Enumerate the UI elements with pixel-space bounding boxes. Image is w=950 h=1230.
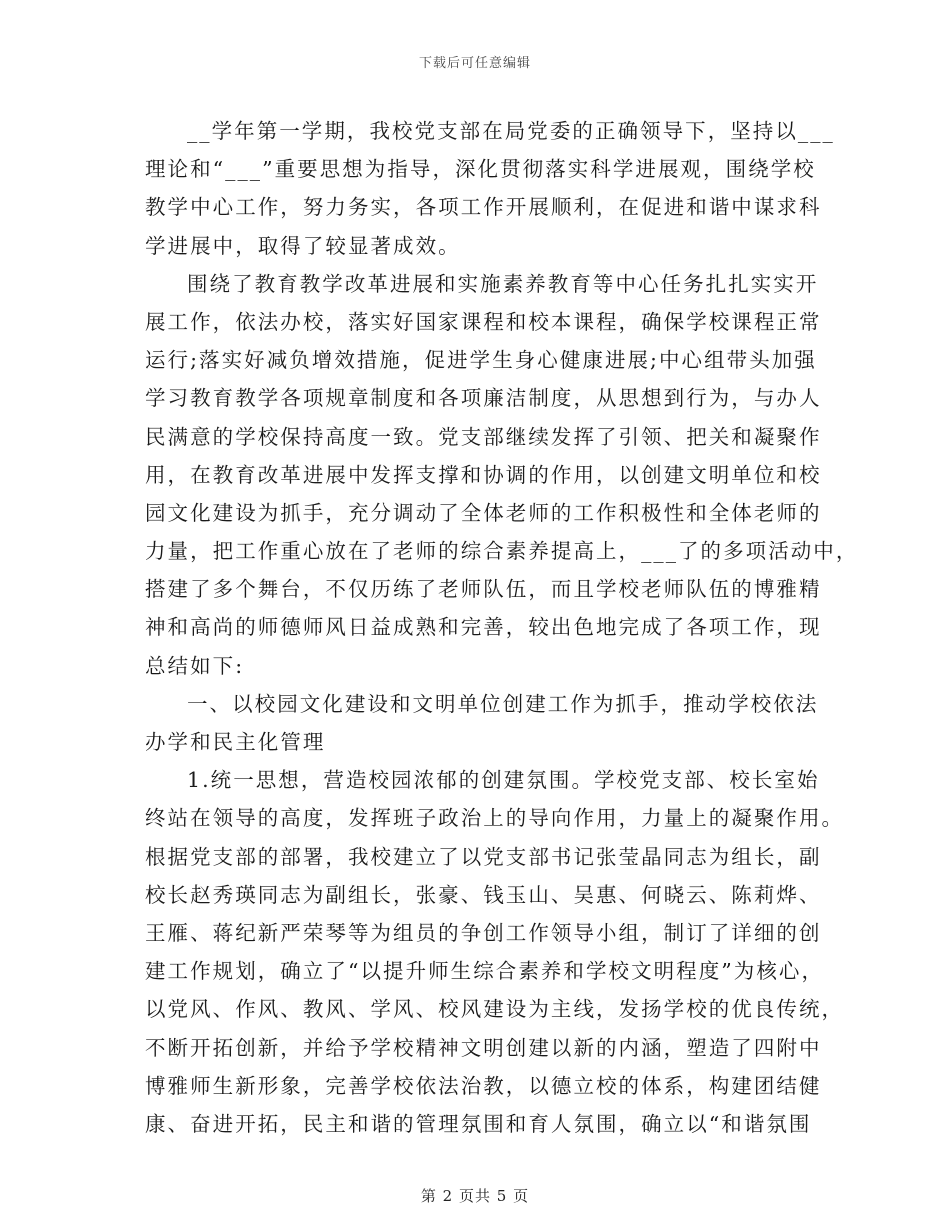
text-line: 学习教育教学各项规章制度和各项廉洁制度，从思想到行为，与办人: [145, 386, 822, 411]
text-line: 根据党支部的部署，我校建立了以党支部书记张莹晶同志为组长，副: [145, 844, 822, 869]
section-heading: 一、以校园文化建设和文明单位创建工作为抓手，推动学校依法: [187, 691, 819, 716]
text-line: 以党风、作风、教风、学风、校风建设为主线，发扬学校的优良传统，: [145, 997, 845, 1022]
text-line: 王雁、蒋纪新严荣琴等为组员的争创工作领导小组，制订了详细的创: [145, 920, 822, 945]
text-line: 搭建了多个舞台，不仅历练了老师队伍，而且学校老师队伍的博雅精: [145, 577, 822, 602]
text-line: 教学中心工作，努力务实，各项工作开展顺利，在促进和谐中谋求科: [145, 195, 822, 220]
text-line: 校长赵秀瑛同志为副组长，张豪、钱玉山、吴惠、何晓云、陈莉烨、: [145, 882, 822, 907]
text-line: 总结如下:: [145, 653, 245, 678]
text-line: 民满意的学校保持高度一致。党支部继续发挥了引领、把关和凝聚作: [145, 424, 822, 449]
text-line: 力量，把工作重心放在了老师的综合素养提高上，___了的多项活动中，: [145, 539, 859, 564]
text-line: 围绕了教育教学改革进展和实施素养教育等中心任务扎扎实实开: [187, 271, 819, 296]
text-line: 运行;落实好减负增效措施，促进学生身心健康进展;中心组带头加强: [145, 348, 817, 373]
text-line: 康、奋进开拓，民主和谐的管理氛围和育人氛围，确立以“和谐氛围: [145, 1111, 812, 1136]
text-line: 展工作，依法办校，落实好国家课程和校本课程，确保学校课程正常: [145, 309, 822, 334]
text-line: 理论和“___”重要思想为指导，深化贯彻落实科学进展观，围绕学校: [145, 157, 816, 182]
text-line: 用，在教育改革进展中发挥支撑和协调的作用，以创建文明单位和校: [145, 462, 822, 487]
section-heading: 办学和民主化管理: [145, 730, 326, 754]
text-line: 园文化建设为抓手，充分调动了全体老师的工作积极性和全体老师的: [145, 500, 822, 525]
text-line: 建工作规划，确立了“以提升师生综合素养和学校文明程度”为核心，: [145, 959, 825, 984]
page-footer: 第 2 页共 5 页: [420, 1187, 530, 1205]
text-line: 终站在领导的高度，发挥班子政治上的导向作用，力量上的凝聚作用。: [145, 806, 845, 831]
page-header: 下载后可任意编辑: [418, 56, 531, 71]
text-line: 不断开拓创新，并给予学校精神文明创建以新的内涵，塑造了四附中: [145, 1035, 822, 1060]
text-line: 神和高尚的师德师风日益成熟和完善，较出色地完成了各项工作，现: [145, 615, 822, 640]
text-line: 学进展中，取得了较显著成效。: [145, 233, 461, 258]
text-line: 1.统一思想，营造校园浓郁的创建氛围。学校党支部、校长室始: [187, 768, 820, 793]
text-line: 博雅师生新形象，完善学校依法治教，以德立校的体系，构建团结健: [145, 1073, 822, 1098]
document-body: [145, 112, 859, 1143]
text-line: __学年第一学期，我校党支部在局党委的正确领导下，坚持以___: [187, 119, 835, 143]
